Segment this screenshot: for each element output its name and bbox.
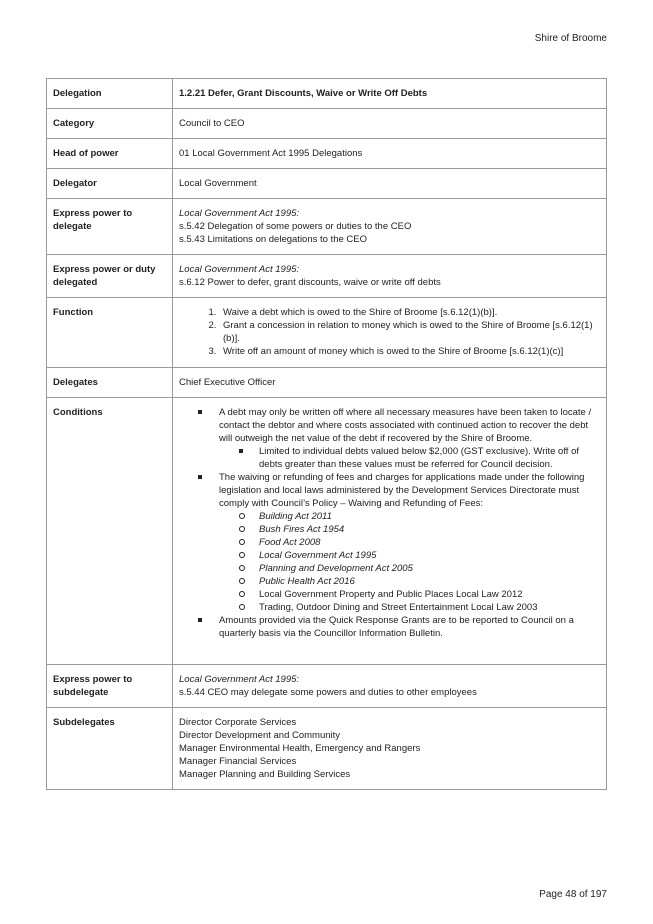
- act-name: Local Government Act 1995:: [179, 264, 300, 275]
- express-power-delegate-value: [173, 199, 607, 255]
- bullet-icon: [239, 449, 243, 453]
- list-item: [259, 549, 600, 562]
- list-item: [259, 523, 600, 536]
- list-item: [219, 471, 600, 614]
- table-row: [47, 199, 607, 255]
- subdelegate-name: Manager Environmental Health, Emergency and Rangers: [179, 743, 421, 754]
- table-row: [47, 109, 607, 139]
- head-of-power-value: 01 Local Government Act 1995 Delegations: [173, 139, 607, 169]
- subdelegates-label: Subdelegates: [47, 708, 173, 790]
- list-item: [259, 510, 600, 523]
- legislation-name: Bush Fires Act 1954: [259, 524, 345, 535]
- legislation-name: Local Government Act 1995: [259, 550, 377, 561]
- subdelegate-name: Manager Financial Services: [179, 756, 297, 767]
- delegates-value: Chief Executive Officer: [173, 368, 607, 398]
- delegation-label: Delegation: [47, 79, 173, 109]
- section-line: s.5.44 CEO may delegate some powers and duties to other employees: [179, 687, 477, 698]
- table-row: [47, 255, 607, 298]
- function-value: [173, 298, 607, 368]
- circle-bullet-icon: [239, 565, 245, 571]
- list-item: [259, 601, 600, 614]
- function-list: [179, 306, 600, 358]
- condition-text: Amounts provided via the Quick Response Grants are to be reported to Council on a quarterly basis via the Councillor Information Bulletin.: [219, 615, 574, 639]
- category-label: Category: [47, 109, 173, 139]
- condition-text: A debt may only be written off where all necessary measures have been taken to locate / contact the debtor and where costs associated with continued action to recover the debt will outweigh the net value of the debt if recovered by the Shire of Broome.: [219, 407, 592, 444]
- table-row: [47, 139, 607, 169]
- circle-bullet-icon: [239, 591, 245, 597]
- section-line: s.5.42 Delegation of some powers or duties to the CEO: [179, 221, 412, 232]
- legislation-name: Food Act 2008: [259, 537, 321, 548]
- table-row: [47, 368, 607, 398]
- delegation-table: [46, 78, 607, 790]
- act-name: Local Government Act 1995:: [179, 674, 300, 685]
- legislation-name: Trading, Outdoor Dining and Street Entertainment Local Law 2003: [259, 602, 538, 613]
- head-of-power-label: Head of power: [47, 139, 173, 169]
- table-row: [47, 398, 607, 665]
- list-item: [259, 575, 600, 588]
- circle-bullet-icon: [239, 578, 245, 584]
- subdelegate-name: Manager Planning and Building Services: [179, 769, 351, 780]
- conditions-list: [179, 406, 600, 640]
- section-line: s.6.12 Power to defer, grant discounts, waive or write off debts: [179, 277, 441, 288]
- condition-subtext: Limited to individual debts valued below $2,000 (GST exclusive). Write off of debts greater than these values must be referred for Council decision.: [259, 446, 580, 470]
- table-row: [47, 79, 607, 109]
- table-row: [47, 708, 607, 790]
- delegator-label: Delegator: [47, 169, 173, 199]
- bullet-icon: [198, 410, 202, 414]
- list-item: [219, 406, 600, 471]
- legislation-name: Building Act 2011: [259, 511, 332, 522]
- act-name: Local Government Act 1995:: [179, 208, 300, 219]
- legislation-list: [219, 510, 600, 614]
- table-row: [47, 665, 607, 708]
- circle-bullet-icon: [239, 526, 245, 532]
- legislation-name: Planning and Development Act 2005: [259, 563, 413, 574]
- legislation-name: Public Health Act 2016: [259, 576, 355, 587]
- express-power-duty-value: [173, 255, 607, 298]
- section-line: s.5.43 Limitations on delegations to the CEO: [179, 234, 368, 245]
- page-number: Page 48 of 197: [539, 889, 607, 900]
- organisation-header: Shire of Broome: [534, 33, 607, 44]
- circle-bullet-icon: [239, 552, 245, 558]
- subdelegate-name: Director Corporate Services: [179, 717, 297, 728]
- delegates-label: Delegates: [47, 368, 173, 398]
- conditions-label: Conditions: [47, 398, 173, 665]
- express-power-subdelegate-label: Express power to subdelegate: [47, 665, 173, 708]
- condition-text: The waiving or refunding of fees and charges for applications made under the following legislation and local laws administered by the Development Services Directorate must comply with Council’s Policy – Waiving and Refunding of Fees:: [219, 472, 585, 509]
- subdelegates-value: [173, 708, 607, 790]
- subdelegate-name: Director Development and Community: [179, 730, 341, 741]
- delegation-value: 1.2.21 Defer, Grant Discounts, Waive or Write Off Debts: [173, 79, 607, 109]
- list-item: [259, 562, 600, 575]
- list-item: [219, 614, 600, 640]
- table-row: [47, 298, 607, 368]
- circle-bullet-icon: [239, 513, 245, 519]
- list-item: 3. Write off an amount of money which is owed to the Shire of Broome [s.6.12(1)(c)]: [219, 345, 600, 358]
- list-item: 2. Grant a concession in relation to money which is owed to the Shire of Broome [s.6.12(1) (b)].: [219, 319, 600, 345]
- condition-sublist: [219, 445, 600, 471]
- circle-bullet-icon: [239, 539, 245, 545]
- list-item: [259, 536, 600, 549]
- list-item: [259, 445, 600, 471]
- category-value: Council to CEO: [173, 109, 607, 139]
- express-power-delegate-label: Express power to delegate: [47, 199, 173, 255]
- delegator-value: Local Government: [173, 169, 607, 199]
- bullet-icon: [198, 618, 202, 622]
- list-item: 1. Waive a debt which is owed to the Shire of Broome [s.6.12(1)(b)].: [219, 306, 600, 319]
- express-power-subdelegate-value: [173, 665, 607, 708]
- express-power-duty-label: Express power or duty delegated: [47, 255, 173, 298]
- table-row: [47, 169, 607, 199]
- function-label: Function: [47, 298, 173, 368]
- list-item: [259, 588, 600, 601]
- conditions-value: [173, 398, 607, 665]
- legislation-name: Local Government Property and Public Places Local Law 2012: [259, 589, 523, 600]
- circle-bullet-icon: [239, 604, 245, 610]
- bullet-icon: [198, 475, 202, 479]
